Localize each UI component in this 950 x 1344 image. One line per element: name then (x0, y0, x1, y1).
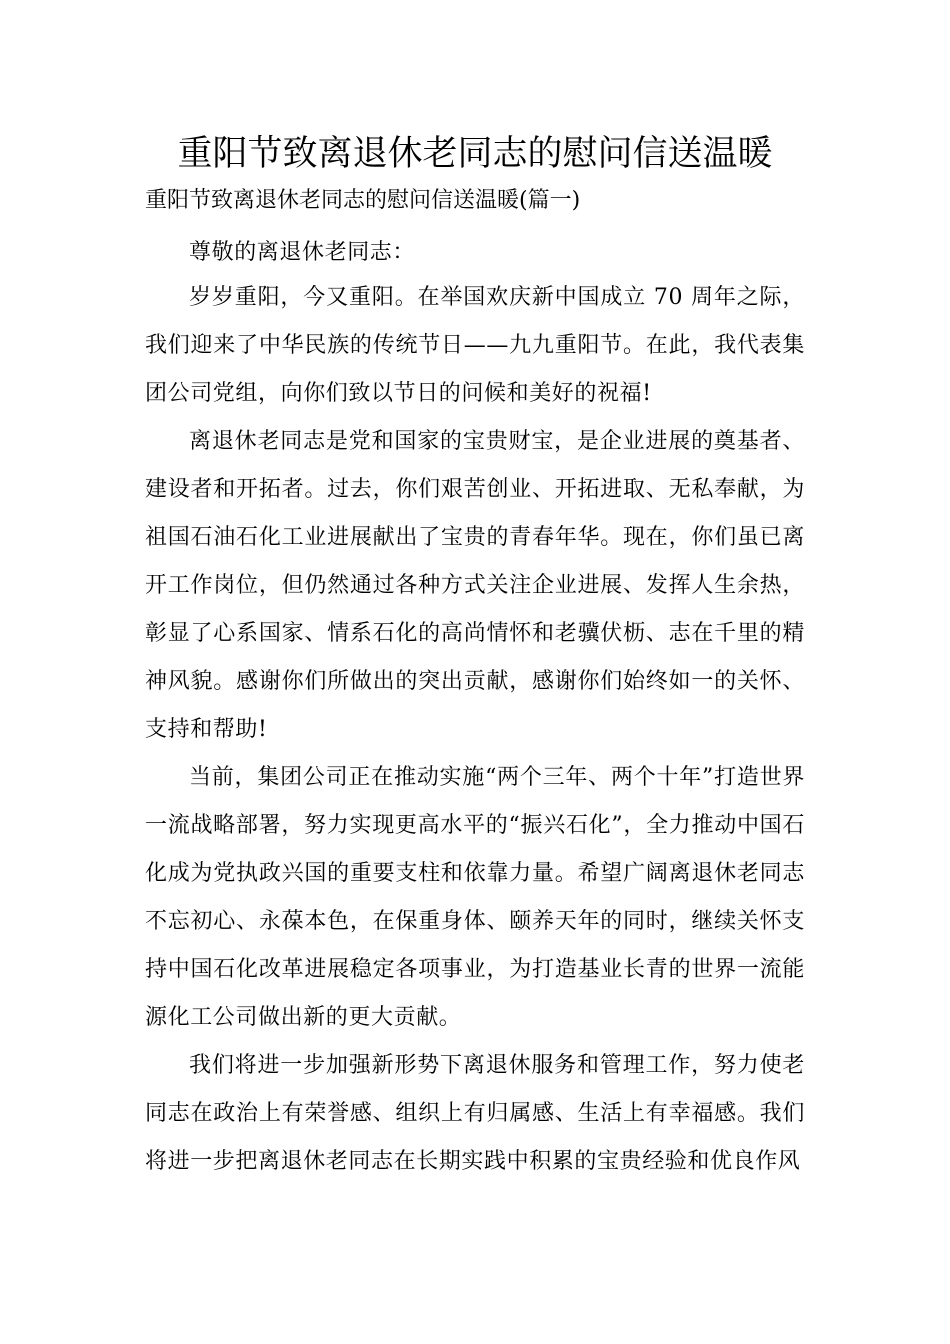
paragraph-2: 离退休老同志是党和国家的宝贵财宝，是企业进展的奠基者、建设者和开拓者。过去，你们艰苦创业、开拓进取、无私奉献，为祖国石油石化工业进展献出了宝贵的青春年华。现在，你们虽已离开工作岗位，但仍然通过各种方式关注企业进展、发挥人生余热，彰显了心系国家、情系石化的高尚情怀和老骥伏枥、志在千里的精神风貌。感谢你们所做出的突出贡献，感谢你们始终如一的关怀、支持和帮助! (145, 429, 805, 742)
document-title: 重阳节致离退休老同志的慰问信送温暖 (177, 134, 773, 174)
salutation: 尊敬的离退休老同志： (189, 240, 416, 265)
paragraph-4: 我们将进一步加强新形势下离退休服务和管理工作，努力使老同志在政治上有荣誉感、组织上有归属感、生活上有幸福感。我们将进一步把离退休老同志在长期实践中积累的宝贵经验和优良作风 (145, 1053, 805, 1174)
letter-body (145, 274, 805, 1186)
document-subtitle: 重阳节致离退休老同志的慰问信送温暖(篇一) (145, 188, 581, 213)
paragraph-3: 当前，集团公司正在推动实施“两个三年、两个十年”打造世界一流战略部署，努力实现更高水平的“振兴石化”，全力推动中国石化成为党执政兴国的重要支柱和依靠力量。希望广阔离退休老同志不忘初心、永葆本色，在保重身体、颐养天年的同时，继续关怀支持中国石化改革进展稳定各项事业，为打造基业长青的世界一流能源化工公司做出新的更大贡献。 (145, 765, 805, 1030)
paragraph-1: 岁岁重阳，今又重阳。在举国欢庆新中国成立 70 周年之际，我们迎来了中华民族的传统节日——九九重阳节。在此，我代表集团公司党组，向你们致以节日的问候和美好的祝福! (145, 285, 805, 406)
